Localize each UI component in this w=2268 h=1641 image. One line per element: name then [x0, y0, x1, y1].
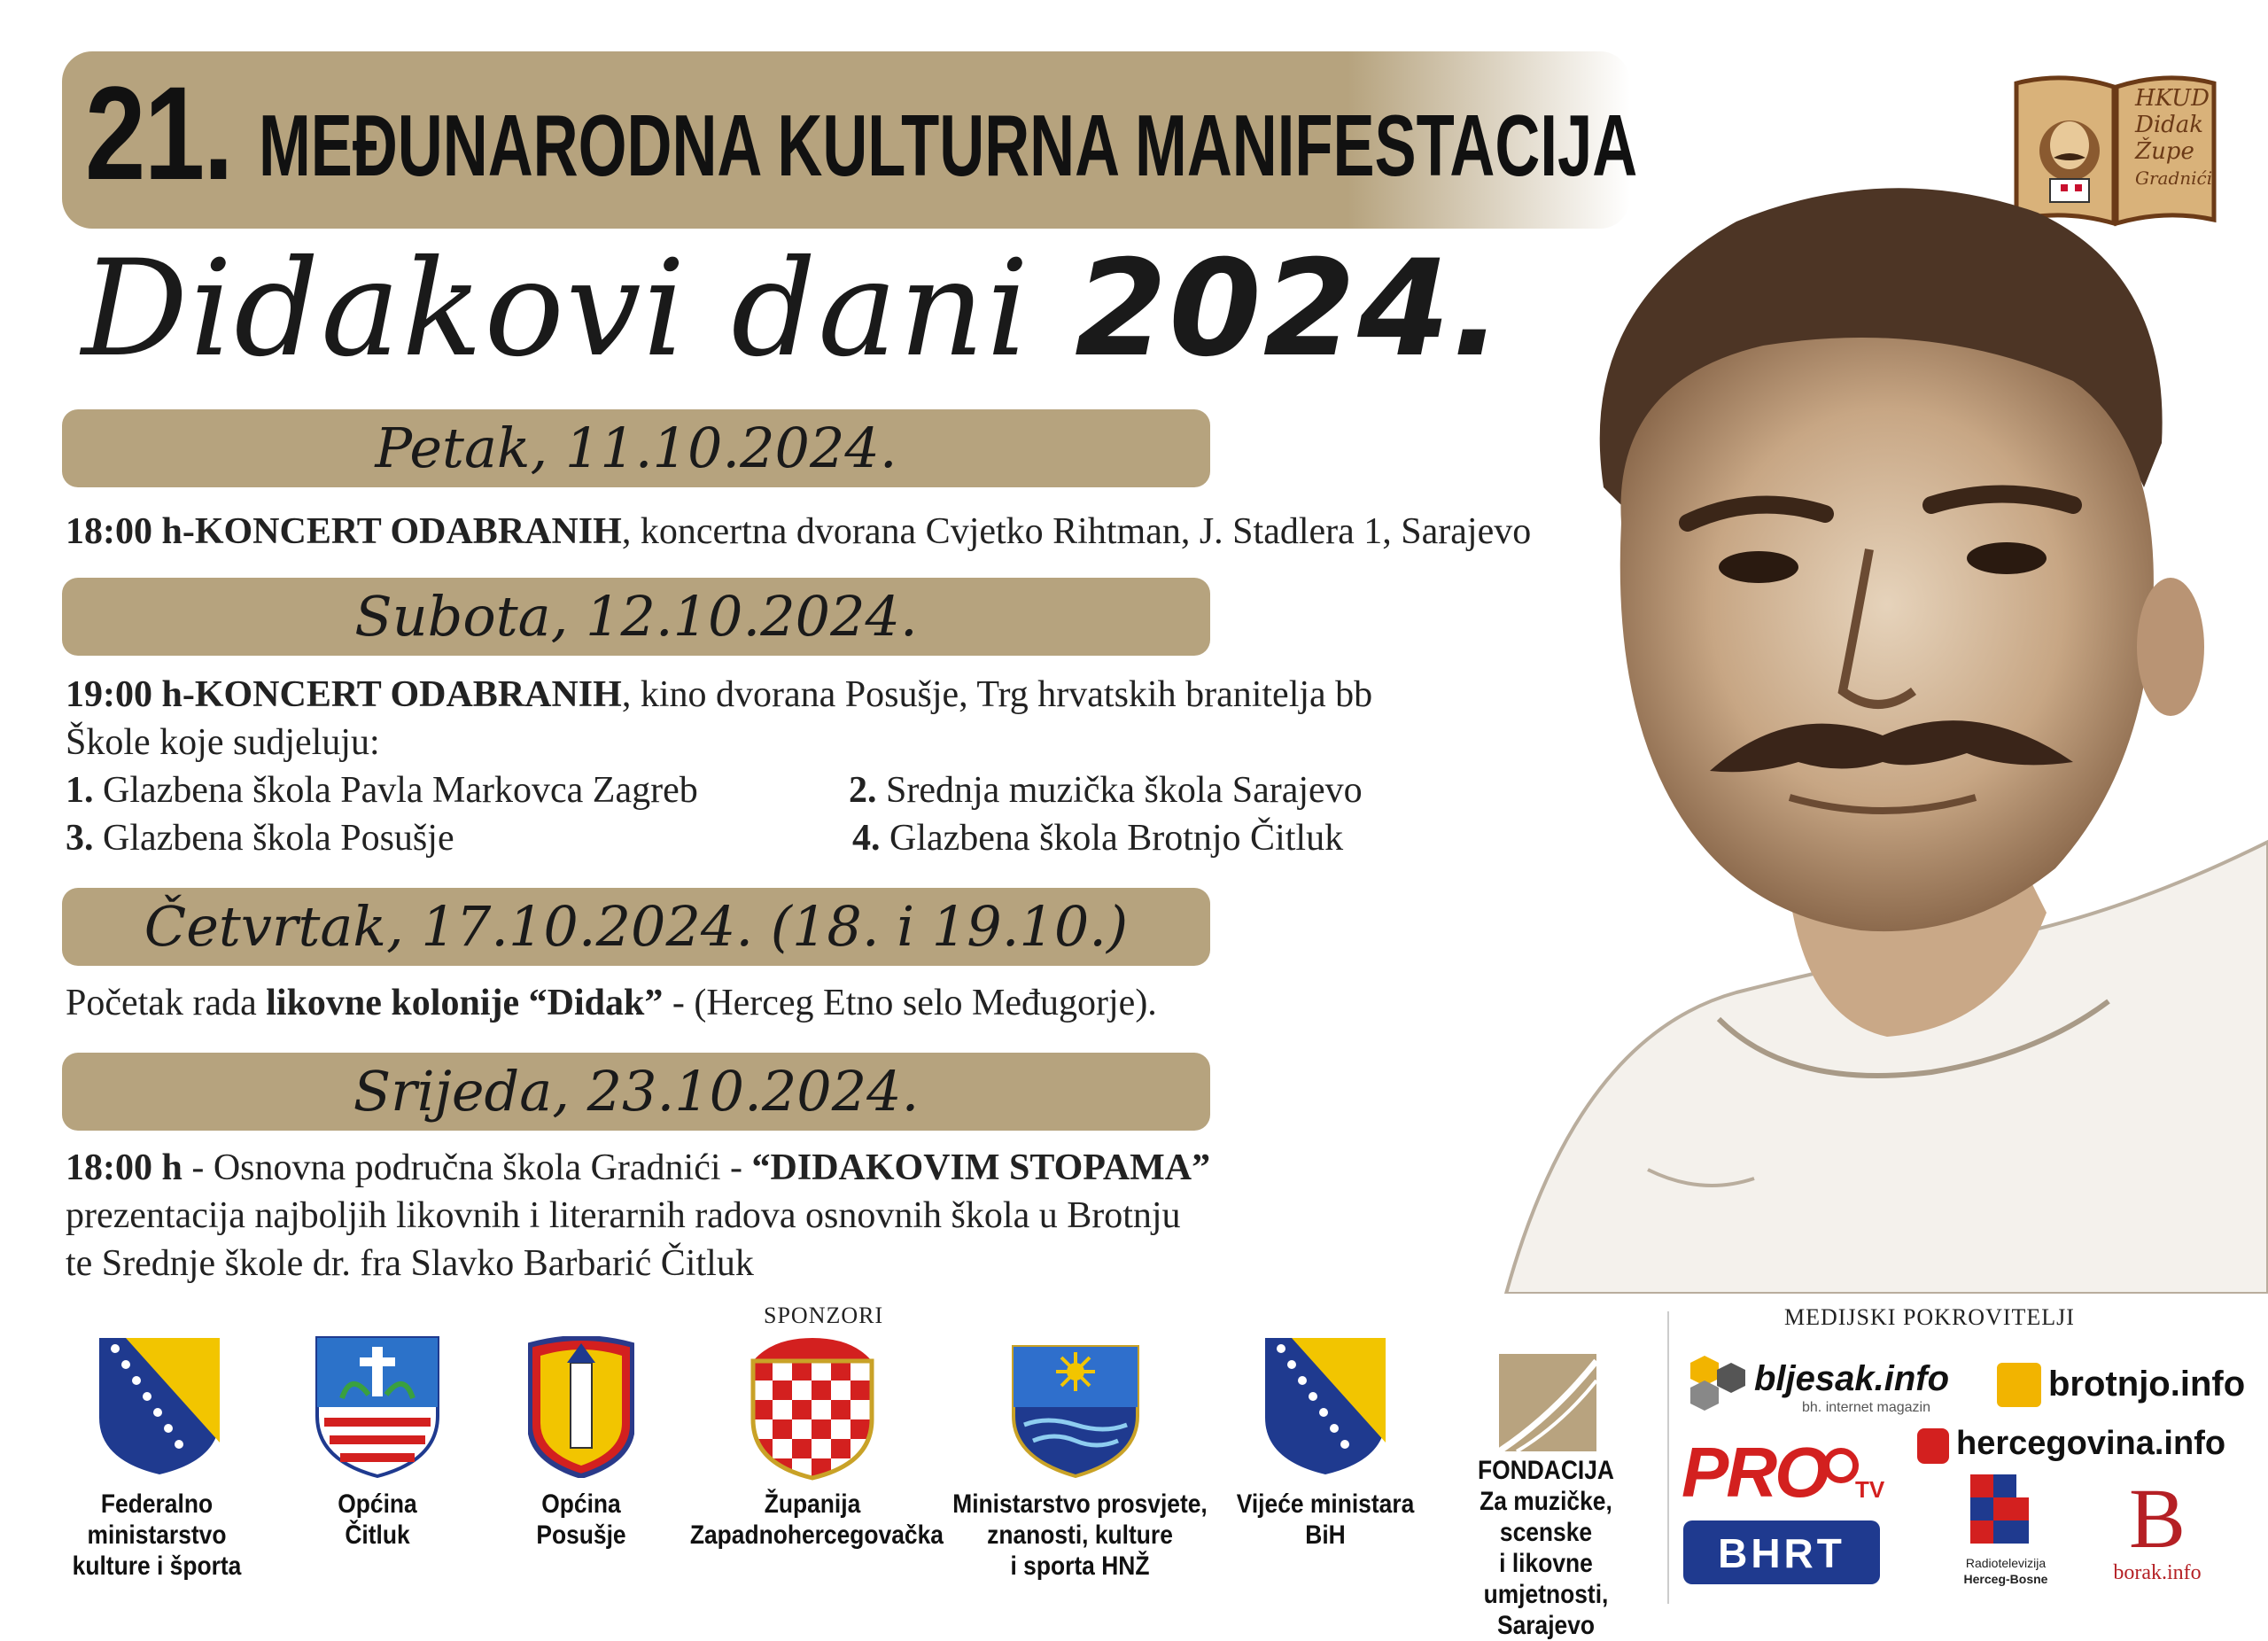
- sponsor-line: Čitluk: [345, 1520, 410, 1550]
- day-date: Srijeda, 23.10.2024.: [353, 1059, 920, 1124]
- day-band-cetvrtak: [62, 888, 1210, 966]
- day4-line2: prezentacija najboljih likovnih i literarnih radova osnovnih škola u Brotnju: [66, 1195, 1181, 1236]
- pro-tv-suffix: TV: [1855, 1476, 1885, 1503]
- hercegovina-icon: [1917, 1428, 1949, 1464]
- day-band-petak: [62, 409, 1210, 487]
- brotnjo-name: brotnjo.info: [2048, 1365, 2246, 1404]
- school-item: [66, 817, 454, 859]
- hercegovina-logo: [1917, 1423, 2263, 1473]
- day-date: Subota, 12.10.2024.: [354, 584, 918, 649]
- event-details: , kino dvorana Posušje, Trg hrvatskih branitelja bb: [621, 674, 1373, 715]
- bih-coat-of-arms-icon: [97, 1336, 221, 1481]
- media-heading: MEDIJSKI POKROVITELJI: [1784, 1304, 2075, 1330]
- sponsor-line: i likovne umjetnosti,: [1483, 1549, 1609, 1609]
- rthb-line1: Radiotelevizija: [1965, 1556, 2047, 1570]
- event-highlight: “DIDAKOVIM STOPAMA”: [751, 1147, 1211, 1188]
- header-title: MEĐUNARODNA KULTURNA MANIFESTACIJA: [259, 97, 1638, 194]
- zupanija-coat-of-arms-icon: [746, 1334, 879, 1486]
- pro-tv-name: PRO: [1682, 1433, 1828, 1512]
- hnz-coat-of-arms-icon: [1012, 1345, 1139, 1482]
- brotnjo-logo: [1997, 1361, 2254, 1414]
- power-icon: [1823, 1448, 1859, 1483]
- school-item: [66, 769, 698, 812]
- day-date: Petak, 11.10.2024.: [375, 416, 897, 480]
- sponsor-line: Općina: [338, 1489, 417, 1519]
- day3-event-line: [66, 982, 1157, 1024]
- sponsor-line: BiH: [1305, 1520, 1346, 1550]
- sponsor-line: Županija: [764, 1489, 861, 1519]
- sponsor-name: [689, 1489, 944, 1551]
- logo-line2: Didak: [2135, 112, 2204, 138]
- sponsor-name: [1441, 1455, 1651, 1641]
- day4-line3: te Srednje škole dr. fra Slavko Barbarić Čitluk: [66, 1243, 754, 1284]
- bljesak-name: bljesak.info: [1754, 1359, 1950, 1398]
- sponsor-name: [503, 1489, 659, 1551]
- event-details: , koncertna dvorana Cvjetko Rihtman, J. Stadlera 1, Sarajevo: [621, 511, 1532, 552]
- event-time: 19:00 h: [66, 674, 183, 715]
- bljesak-logo: [1687, 1354, 1950, 1416]
- sponsors-heading: SPONZORI: [764, 1303, 884, 1328]
- school-name: Srednja muzička škola Sarajevo: [876, 770, 1363, 811]
- school-name: Glazbena škola Posušje: [93, 818, 454, 859]
- event-year: 2024.: [1075, 232, 1504, 386]
- citluk-coat-of-arms-icon: [315, 1336, 439, 1482]
- sponsor-line: Zapadnohercegovačka: [689, 1520, 944, 1550]
- event-highlight: likovne kolonije “Didak”: [266, 983, 664, 1023]
- borak-logo: [2091, 1471, 2224, 1590]
- school-name: Glazbena škola Brotnjo Čitluk: [880, 818, 1344, 859]
- borak-letter: B: [2128, 1471, 2186, 1566]
- sponsor-line: kulture i športa: [72, 1552, 242, 1581]
- sponsor-name: [1231, 1489, 1418, 1551]
- logo-line1: HKUD: [2135, 85, 2210, 112]
- day-band-srijeda: [62, 1053, 1210, 1131]
- school-num: 1.: [66, 770, 94, 811]
- sponsor-name: [951, 1489, 1208, 1582]
- event-name: Didakovi dani: [82, 232, 1031, 386]
- divider: [1667, 1311, 1669, 1604]
- sponsor-line: znanosti, kulture: [987, 1520, 1173, 1550]
- sponsor-line: Za muzičke, scenske: [1480, 1487, 1612, 1547]
- school-num: 4.: [852, 818, 881, 859]
- sponsor-name: [299, 1489, 455, 1551]
- edition-number: 21.: [85, 58, 233, 207]
- event-time: 18:00 h: [66, 511, 183, 552]
- day-band-subota: [62, 578, 1210, 656]
- brotnjo-icon: [1997, 1363, 2041, 1407]
- rthb-line2: Herceg-Bosne: [1963, 1572, 2048, 1586]
- event-suffix: - (Herceg Etno selo Međugorje).: [663, 983, 1157, 1023]
- bih-coat-of-arms-icon: [1263, 1336, 1387, 1481]
- sponsor-line: Sarajevo: [1496, 1611, 1596, 1640]
- sponsor-line: Posušje: [536, 1520, 626, 1550]
- sponsor-line: Vijeće ministara: [1236, 1489, 1415, 1519]
- event-title: [82, 232, 1503, 386]
- school-item: [849, 769, 1363, 812]
- sponsor-line: FONDACIJA: [1477, 1456, 1614, 1485]
- sponsor-line: Općina: [541, 1489, 621, 1519]
- sponsor-line: ministarstvo: [87, 1520, 227, 1550]
- hercegovina-name: hercegovina.info: [1956, 1425, 2226, 1462]
- event-title: -KONCERT ODABRANIH: [182, 674, 622, 715]
- sponsor-line: Ministarstvo prosvjete,: [952, 1489, 1208, 1519]
- school-num: 2.: [849, 770, 877, 811]
- posusje-coat-of-arms-icon: [528, 1336, 634, 1482]
- sponsor-line: Federalno: [100, 1489, 214, 1519]
- day1-event-line: [66, 510, 1531, 553]
- bhrt-name: BHRT: [1718, 1530, 1845, 1576]
- schools-intro: Škole koje sudjeluju:: [66, 722, 380, 763]
- school-num: 3.: [66, 818, 94, 859]
- event-time: 18:00 h: [66, 1147, 183, 1188]
- day4-event-line: [66, 1147, 1210, 1189]
- event-prefix: Početak rada: [66, 983, 267, 1023]
- day-date: Četvrtak, 17.10.2024. (18. i 19.10.): [144, 894, 1129, 959]
- pro-tv-logo: [1682, 1432, 1894, 1512]
- fondacija-logo-icon: [1499, 1354, 1596, 1456]
- logo-line3: Župe: [2135, 138, 2194, 165]
- school-name: Glazbena škola Pavla Markovca Zagreb: [93, 770, 698, 811]
- bhrt-logo: [1683, 1520, 1880, 1584]
- header-banner: [62, 51, 1638, 229]
- sponsor-name: [59, 1489, 254, 1582]
- day2-event-line: [66, 673, 1372, 716]
- school-item: [852, 817, 1343, 859]
- portrait-illustration: [1471, 151, 2268, 1294]
- borak-name: borak.info: [2113, 1561, 2202, 1584]
- logo-line4: Gradnići: [2135, 167, 2213, 189]
- bljesak-subtitle: bh. internet magazin: [1802, 1400, 1930, 1415]
- event-title: -KONCERT ODABRANIH: [182, 511, 622, 552]
- sponsor-line: i sporta HNŽ: [1010, 1552, 1150, 1581]
- event-mid: - Osnovna područna škola Gradnići -: [182, 1147, 752, 1188]
- rthb-logo: [1953, 1474, 2059, 1607]
